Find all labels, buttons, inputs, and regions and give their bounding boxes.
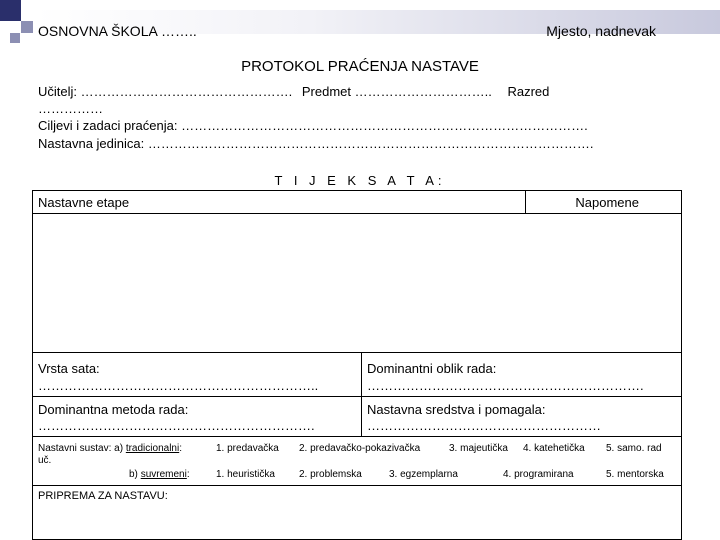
school-name: OSNOVNA ŠKOLA ……..	[38, 23, 197, 39]
system-label: Nastavni sustav: a) tradicionalni:	[38, 443, 182, 454]
teaching-system-cell	[32, 436, 682, 486]
traditional-item-3: 3. majeutička	[449, 443, 508, 454]
modern-text: suvremeni	[140, 469, 187, 480]
traditional-label: tradicionalni	[125, 443, 180, 454]
grade-label: Razred	[507, 84, 550, 99]
work-form-label: Dominantni oblik rada:	[367, 361, 497, 376]
preparation-label: PRIPREMA ZA NASTAVU:	[38, 490, 168, 502]
traditional-item-4: 4. katehetička	[523, 443, 585, 454]
unit-field: Nastavna jedinica: ………………………………………………………………………………………….	[38, 136, 594, 151]
modern-item-5: 5. mentorska	[606, 469, 664, 480]
method-label: Dominantna metoda rada:	[38, 402, 189, 417]
grade-fill: ……………	[38, 101, 103, 116]
modern-item-3: 3. egzemplarna	[389, 469, 458, 480]
work-form-fill: ……………………………………………………….	[367, 378, 644, 393]
decor-square-dark	[0, 0, 21, 21]
stages-header-cell	[32, 190, 526, 214]
notes-header-cell	[525, 190, 682, 214]
work-form-cell	[361, 352, 682, 397]
lesson-type-cell	[32, 352, 362, 397]
aids-fill: ………………………………………………	[367, 418, 601, 433]
student-abbrev: uč.	[38, 455, 52, 466]
preparation-cell	[32, 485, 682, 540]
document-title: PROTOKOL PRAĆENJA NASTAVE	[241, 58, 479, 75]
stages-body	[32, 213, 682, 353]
aids-label: Nastavna sredstva i pomagala:	[367, 402, 546, 417]
modern-item-1: 1. heuristička	[216, 469, 275, 480]
goals-field: Ciljevi i zadaci praćenja: ………………………………………………………………………………….	[38, 118, 588, 133]
modern-item-4: 4. programirana	[503, 469, 574, 480]
teacher-label: Učitelj: ………………………………………….	[38, 84, 293, 99]
lesson-flow-title: T I J E K S A T A:	[274, 173, 446, 188]
lesson-type-fill: ………………………………………………………..	[38, 378, 319, 393]
method-cell	[32, 396, 362, 437]
lesson-type-label: Vrsta sata:	[38, 361, 100, 376]
system-label-text: Nastavni sustav: a)	[38, 443, 124, 454]
traditional-item-1: 1. predavačka	[216, 443, 279, 454]
teacher-field	[38, 84, 549, 99]
method-fill: ……………………………………………………….	[38, 418, 315, 433]
traditional-item-2: 2. predavačko-pokazivačka	[299, 443, 421, 454]
traditional-item-5: 5. samo. rad	[606, 443, 662, 454]
aids-cell	[361, 396, 682, 437]
modern-prefix: b)	[129, 469, 138, 480]
decor-square-light	[21, 21, 33, 33]
decor-square-light-small	[10, 33, 20, 43]
stages-header: Nastavne etape	[38, 195, 130, 210]
modern-item-2: 2. problemska	[299, 469, 362, 480]
subject-label: Predmet …………………………..	[301, 84, 492, 99]
place-date: Mjesto, nadnevak	[546, 23, 656, 39]
notes-header: Napomene	[575, 195, 639, 210]
modern-label: b) suvremeni:	[129, 469, 190, 480]
